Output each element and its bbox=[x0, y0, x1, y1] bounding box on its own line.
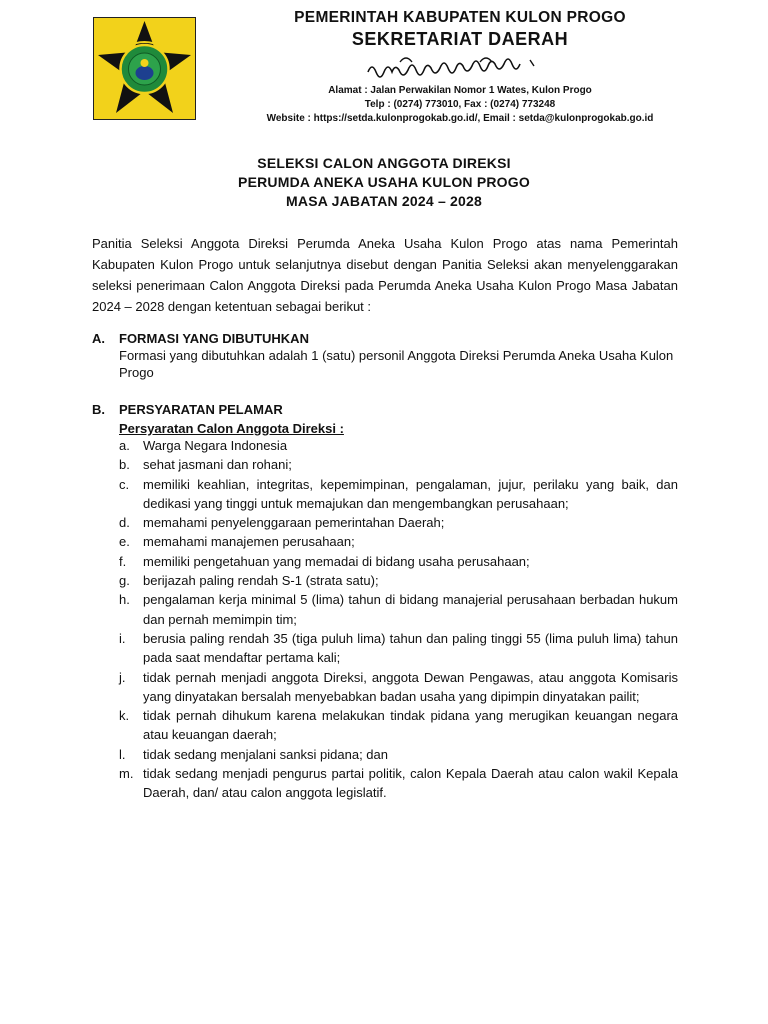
list-item-label: a. bbox=[119, 438, 130, 453]
list-item-text: berijazah paling rendah S-1 (strata satu); bbox=[143, 573, 379, 589]
web-line: Website : https://setda.kulonprogokab.go.id/, Email : setda@kulonprogokab.go.id bbox=[266, 113, 654, 124]
list-item-text: tidak pernah dihukum karena melakukan tindak pidana yang merugikan keuangan negara atau keuangan daerah; bbox=[143, 708, 678, 743]
list-item-text: berusia paling rendah 35 (tiga puluh lima) tahun dan paling tinggi 55 (lima puluh lima) tahun pada saat mendaftar pertama kali; bbox=[143, 630, 678, 666]
list-item-label: e. bbox=[119, 534, 130, 550]
list-item-label: b. bbox=[119, 457, 130, 473]
list-item bbox=[119, 706, 678, 745]
list-item-label: l. bbox=[119, 746, 126, 762]
address-line: Alamat : Jalan Perwakilan Nomor 1 Wates, Kulon Progo bbox=[328, 85, 592, 96]
section-b-heading bbox=[92, 401, 283, 418]
list-item bbox=[119, 455, 678, 474]
document-title bbox=[0, 154, 768, 211]
list-item-text: memahami penyelenggaraan pemerintahan Daerah; bbox=[143, 515, 445, 531]
letterhead bbox=[230, 8, 690, 126]
list-item-label: j. bbox=[119, 669, 126, 685]
list-item bbox=[119, 629, 678, 668]
title-line-1: SELEKSI CALON ANGGOTA DIREKSI bbox=[257, 155, 511, 171]
list-item-text: tidak sedang menjalani sanksi pidana; dan bbox=[143, 746, 389, 762]
list-item-label: f. bbox=[119, 553, 127, 569]
list-item bbox=[119, 668, 678, 707]
list-item-label: g. bbox=[119, 573, 130, 589]
javanese-script-decoration bbox=[230, 50, 690, 84]
list-item bbox=[119, 532, 678, 551]
title-line-3: MASA JABATAN 2024 – 2028 bbox=[286, 193, 482, 209]
list-item bbox=[119, 571, 678, 590]
requirements-list bbox=[119, 436, 678, 803]
section-a-title: FORMASI YANG DIBUTUHKAN bbox=[119, 331, 309, 346]
list-item-label: i. bbox=[119, 630, 126, 646]
section-a-body: Formasi yang dibutuhkan adalah 1 (satu) personil Anggota Direksi Perumda Aneka Usaha Kulon Progo bbox=[119, 348, 674, 380]
list-item bbox=[119, 552, 678, 571]
section-b-letter: B. bbox=[92, 402, 105, 417]
list-item bbox=[119, 590, 678, 629]
list-item-label: m. bbox=[119, 766, 134, 782]
list-item-text: memiliki pengetahuan yang memadai di bidang usaha perusahaan; bbox=[143, 553, 530, 569]
list-item-text: sehat jasmani dan rohani; bbox=[143, 457, 292, 473]
list-item-label: d. bbox=[119, 515, 130, 531]
kulon-progo-emblem-logo bbox=[93, 17, 196, 120]
list-item bbox=[119, 745, 678, 764]
section-b-subheading: Persyaratan Calon Anggota Direksi : bbox=[119, 421, 344, 436]
section-a-letter: A. bbox=[92, 331, 105, 346]
list-item-text: memiliki keahlian, integritas, kepemimpinan, pengalaman, jujur, perilaku yang baik, dan dedikasi yang tinggi untuk memajukan dan mengembangkan perusahaan; bbox=[143, 476, 678, 511]
list-item-label: k. bbox=[119, 708, 130, 724]
title-line-2: PERUMDA ANEKA USAHA KULON PROGO bbox=[238, 174, 530, 190]
intro-paragraph: Panitia Seleksi Anggota Direksi Perumda Aneka Usaha Kulon Progo atas nama Pemerintah Kabupaten Kulon Progo untuk selanjutnya disebut dengan Panitia Seleksi akan menyelenggarakan seleksi penerimaan Calon Anggota Direksi pada Perumda Aneka Usaha Kulon Progo Masa Jabatan 2024 – 2028 dengan ketentuan sebagai berikut : bbox=[92, 236, 678, 314]
list-item-text: memahami manajemen perusahaan; bbox=[143, 534, 355, 550]
government-name: PEMERINTAH KABUPATEN KULON PROGO bbox=[294, 9, 626, 26]
list-item bbox=[119, 513, 678, 532]
phone-line: Telp : (0274) 773010, Fax : (0274) 773248 bbox=[364, 99, 556, 110]
list-item-text: tidak pernah menjadi anggota Direksi, anggota Dewan Pengawas, atau anggota Komisaris yang dinyatakan bersalah menyebabkan badan usaha yang dipimpin dinyatakan pailit; bbox=[143, 669, 678, 704]
list-item-text: pengalaman kerja minimal 5 (lima) tahun di bidang manajerial perusahaan berbadan hukum dan pernah memimpin tim; bbox=[143, 592, 678, 627]
list-item-text: Warga Negara Indonesia bbox=[143, 438, 288, 453]
list-item-label: c. bbox=[119, 476, 130, 492]
list-item-text: tidak sedang menjadi pengurus partai politik, calon Kepala Daerah atau calon wakil Kepala Daerah, dan/ atau calon anggota legislatif. bbox=[143, 766, 678, 801]
list-item bbox=[119, 475, 678, 514]
list-item bbox=[119, 764, 678, 803]
list-item-label: h. bbox=[119, 592, 130, 608]
office-name: SEKRETARIAT DAERAH bbox=[351, 29, 569, 49]
list-item bbox=[119, 436, 678, 455]
section-a-heading bbox=[92, 330, 309, 347]
section-b-title: PERSYARATAN PELAMAR bbox=[119, 402, 283, 417]
